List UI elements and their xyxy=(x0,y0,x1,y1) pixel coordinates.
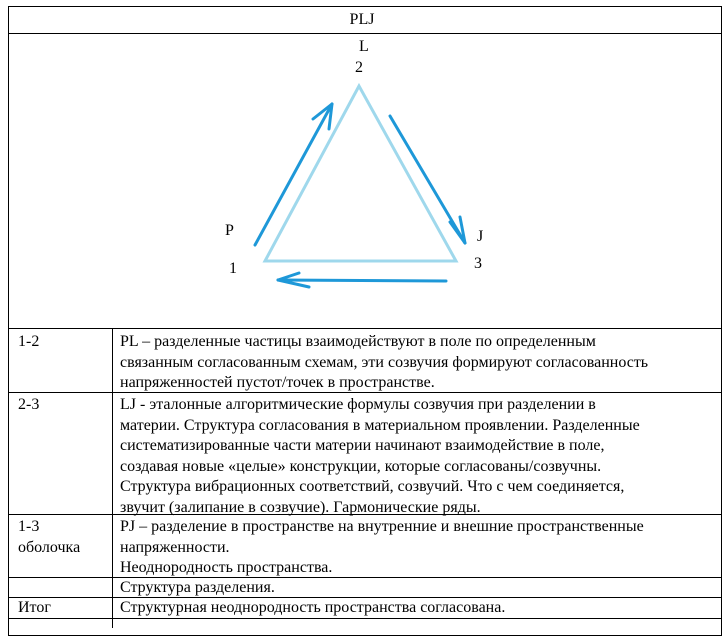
row-4-text xyxy=(120,578,275,599)
row-text-line: Неоднородность пространства. xyxy=(120,559,333,576)
row-key-line: 1-2 xyxy=(18,333,40,350)
row-text-line: создавая новые «целые» конструкции, которые согласованы/созвучны. xyxy=(120,457,602,475)
vertex-letter-p: P xyxy=(225,222,234,239)
row-key-line: Итог xyxy=(18,599,51,616)
arrow-2-to-3 xyxy=(390,116,465,243)
row-text-line: Структура разделения. xyxy=(120,579,275,596)
row-key-line: 1-3 xyxy=(18,518,40,535)
row-text-line: Структура вибрационных соответствий, созвучий. Что с чем соединяется, xyxy=(120,478,625,495)
row-key-line: 2-3 xyxy=(18,396,40,413)
row-key-line: оболочка xyxy=(18,538,81,556)
row-text-line: систематизированные части материи начинают взаимодействие в поле, xyxy=(120,437,605,454)
vertex-letter-j: J xyxy=(477,228,484,245)
arrow-1-to-2 xyxy=(255,104,332,245)
row-text-line: LJ - эталонные алгоритмические формулы созвучия при разделении в xyxy=(120,396,596,413)
row-text-line: напряженностей пустот/точек в пространстве. xyxy=(120,374,435,391)
row-5-key xyxy=(18,598,51,619)
vertex-number-3: 3 xyxy=(474,255,482,272)
row-1-text xyxy=(120,332,648,394)
vertex-number-2: 2 xyxy=(355,59,363,76)
table-title: PLJ xyxy=(349,11,375,28)
row-text-line: звучит (залипание в созвучие). Гармонические ряды. xyxy=(120,498,481,516)
row-5-text xyxy=(120,598,505,619)
vertex-letter-l: L xyxy=(359,38,369,55)
row-text-line: Структурная неоднородность пространства согласована. xyxy=(120,599,506,616)
row-text-line: связанным согласованным схемам, эти созвучия формируют согласованность xyxy=(120,353,649,371)
row-text-line: материи. Структура согласования в материальном проявлении. Разделенные xyxy=(120,416,640,434)
row-text-line: PJ – разделение в пространстве на внутренние и внешние пространственные xyxy=(120,518,644,535)
row-text-line: напряженности. xyxy=(120,538,230,556)
row-2-text xyxy=(120,395,640,518)
row-1-key xyxy=(18,332,39,353)
vertex-number-1: 1 xyxy=(229,260,237,277)
row-2-key xyxy=(18,395,39,416)
row-3-key xyxy=(18,517,80,558)
arrow-3-to-1 xyxy=(278,273,446,287)
row-3-text xyxy=(120,517,644,579)
row-text-line: PL – разделенные частицы взаимодействуют в поле по определенным xyxy=(120,333,596,350)
